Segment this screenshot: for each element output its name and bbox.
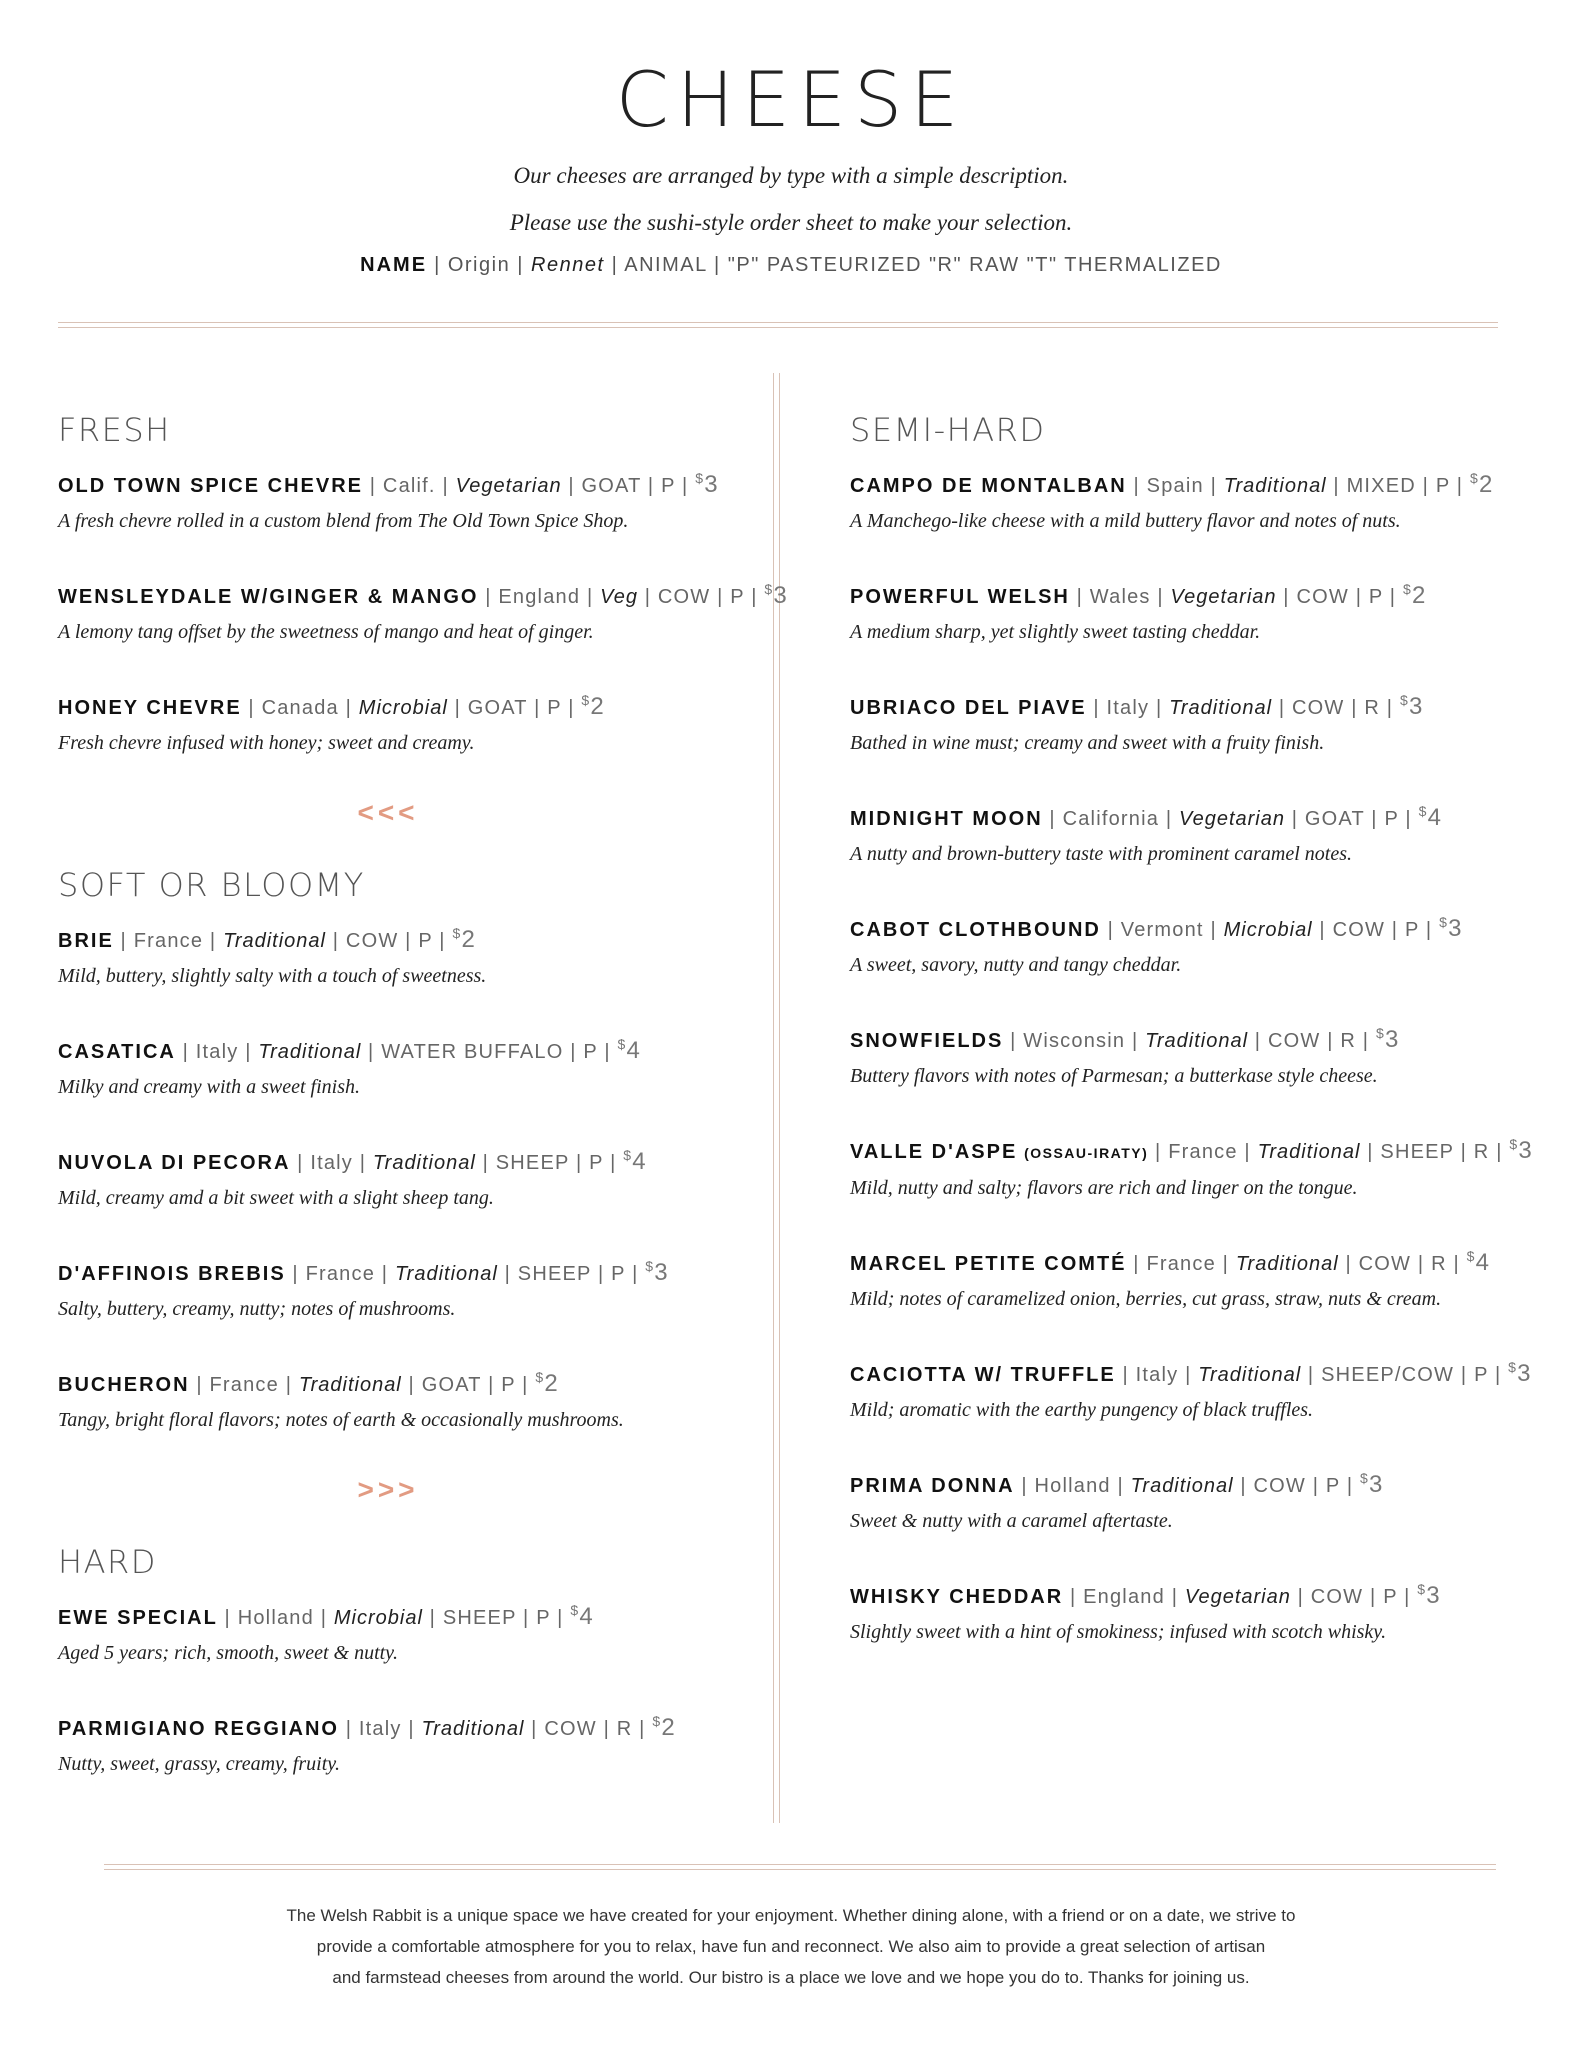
cheese-animal: GOAT: [467, 697, 528, 719]
cheese-milk-type: P: [1384, 808, 1399, 830]
cheese-price: [1509, 1137, 1533, 1164]
cheese-animal: SHEEP: [1380, 1141, 1454, 1163]
cheese-info-line: MARCEL PETITE COMTÉ | France | Traditional | COW | R | $4: [850, 1248, 1491, 1276]
cheese-name: VALLE D'ASPE: [850, 1141, 1018, 1163]
legend-rennet: Rennet: [531, 254, 605, 276]
cheese-origin: France: [209, 1374, 279, 1396]
cheese-animal: COW: [1332, 919, 1386, 941]
cheese-description: Aged 5 years; rich, smooth, sweet & nutty.: [58, 1642, 398, 1664]
cheese-item: [850, 1130, 1550, 1200]
cheese-animal: COW: [1358, 1253, 1412, 1275]
cheese-name: OLD TOWN SPICE CHEVRE: [58, 475, 363, 497]
cheese-milk-type: P: [583, 1041, 598, 1063]
cheese-price: [1467, 1249, 1491, 1276]
price-value: 4: [1475, 1249, 1491, 1276]
cheese-rennet: Vegetarian: [1170, 586, 1277, 608]
cheese-price: [623, 1148, 647, 1175]
cheese-price: [1470, 471, 1494, 498]
cheese-milk-type: P: [1383, 1586, 1398, 1608]
cheese-info-line: POWERFUL WELSH | Wales | Vegetarian | COW | P | $2: [850, 581, 1427, 609]
cheese-milk-type: P: [1404, 919, 1420, 941]
cheese-name: WHISKY CHEDDAR: [850, 1586, 1064, 1608]
cheese-description: A fresh chevre rolled in a custom blend from The Old Town Spice Shop.: [58, 510, 629, 532]
currency-symbol: $: [1466, 1248, 1476, 1264]
cheese-price: [1417, 1582, 1441, 1609]
cheese-rennet: Traditional: [394, 1263, 498, 1285]
cheese-rennet: Vegetarian: [1184, 1586, 1291, 1608]
cheese-description: Buttery flavors with notes of Parmesan; a butterkase style cheese.: [850, 1065, 1378, 1087]
cheese-info-line: CASATICA | Italy | Traditional | WATER BUFFALO | P | $4: [58, 1036, 642, 1064]
cheese-name-sub: (OSSAU-IRATY): [1024, 1145, 1149, 1161]
cheese-origin: Holland: [237, 1607, 314, 1629]
cheese-milk-type: P: [501, 1374, 516, 1396]
footer: [0, 1900, 1582, 1993]
cheese-info-line: BUCHERON | France | Traditional | GOAT | P | $2: [58, 1369, 559, 1397]
cheese-name: EWE SPECIAL: [58, 1607, 218, 1629]
cheese-rennet: Veg: [600, 586, 638, 608]
price-value: 2: [1411, 582, 1427, 609]
cheese-milk-type: R: [1431, 1253, 1447, 1275]
cheese-info-line: WHISKY CHEDDAR | England | Vegetarian | COW | P | $3: [850, 1581, 1441, 1609]
cheese-info-line: OLD TOWN SPICE CHEVRE | Calif. | Vegetarian | GOAT | P | $3: [58, 470, 719, 498]
cheese-description: Slightly sweet with a hint of smokiness; infused with scotch whisky.: [850, 1621, 1387, 1643]
cheese-animal: MIXED: [1346, 475, 1416, 497]
cheese-price: [570, 1603, 594, 1630]
footer-line-1: The Welsh Rabbit is a unique space we have created for your enjoyment. Whether dining alone, with a friend or on a date, we strive to: [286, 1906, 1296, 1925]
cheese-description: Mild, creamy amd a bit sweet with a slight sheep tang.: [58, 1187, 494, 1209]
intro-line-1: Our cheeses are arranged by type with a simple description.: [513, 163, 1069, 188]
cheese-description: Salty, buttery, creamy, nutty; notes of mushrooms.: [58, 1298, 456, 1320]
cheese-price: [1376, 1026, 1400, 1053]
cheese-info-line: VALLE D'ASPE (OSSAU-IRATY) | France | Traditional | SHEEP | R | $3: [850, 1136, 1533, 1164]
cheese-info-line: PRIMA DONNA | Holland | Traditional | COW | P | $3: [850, 1470, 1384, 1498]
right-arrows-divider: >>>: [357, 1474, 419, 1505]
currency-symbol: $: [764, 581, 774, 597]
cheese-item: [850, 797, 1550, 866]
price-value: 2: [1478, 471, 1494, 498]
cheese-animal: COW: [1267, 1030, 1321, 1052]
price-value: 3: [1408, 693, 1424, 720]
footer-line-3: and farmstead cheeses from around the world. Our bistro is a place we love and we hope you do to. Thanks for joining us.: [332, 1968, 1250, 1987]
cheese-origin: Italy: [310, 1152, 353, 1174]
cheese-price: [764, 582, 788, 609]
cheese-item: [58, 919, 758, 988]
price-value: 3: [1426, 1582, 1441, 1609]
section-title-hard: HARD: [58, 1543, 157, 1581]
cheese-item: [850, 1353, 1550, 1422]
cheese-rennet: Traditional: [258, 1041, 362, 1063]
cheese-animal: GOAT: [421, 1374, 482, 1396]
price-value: 3: [1517, 1360, 1532, 1387]
page-title: CHEESE: [615, 55, 967, 144]
cheese-origin: Wisconsin: [1023, 1030, 1126, 1052]
cheese-name: CABOT CLOTHBOUND: [850, 919, 1101, 941]
price-value: 4: [1427, 804, 1443, 831]
cheese-description: Tangy, bright floral flavors; notes of earth & occasionally mushrooms.: [58, 1409, 624, 1431]
cheese-origin: Spain: [1146, 475, 1204, 497]
cheese-rennet: Traditional: [1145, 1030, 1249, 1052]
cheese-milk-type: P: [536, 1607, 551, 1629]
cheese-animal: COW: [657, 586, 711, 608]
cheese-animal: WATER BUFFALO: [381, 1041, 564, 1063]
hard-list: [58, 1596, 758, 1776]
cheese-description: A Manchego-like cheese with a mild buttery flavor and notes of nuts.: [850, 510, 1401, 532]
cheese-item: [850, 464, 1550, 533]
cheese-animal: COW: [1310, 1586, 1364, 1608]
cheese-info-line: SNOWFIELDS | Wisconsin | Traditional | COW | R | $3: [850, 1025, 1400, 1053]
cheese-origin: Vermont: [1120, 919, 1204, 941]
currency-symbol: $: [1375, 1025, 1385, 1041]
cheese-price: [695, 471, 719, 498]
cheese-milk-type: R: [616, 1718, 633, 1740]
cheese-rennet: Traditional: [1198, 1364, 1302, 1386]
cheese-milk-type: P: [611, 1263, 626, 1285]
cheese-price: [618, 1037, 642, 1064]
price-value: 4: [626, 1037, 642, 1064]
cheese-name: D'AFFINOIS BREBIS: [58, 1263, 286, 1285]
fresh-list: [58, 464, 788, 755]
cheese-name: NUVOLA DI PECORA: [58, 1152, 291, 1174]
currency-symbol: $: [452, 925, 462, 941]
cheese-price: [1419, 804, 1443, 831]
cheese-info-line: CACIOTTA W/ TRUFFLE | Italy | Traditional | SHEEP/COW | P | $3: [850, 1359, 1532, 1387]
left-column: [58, 411, 788, 1818]
cheese-description: A nutty and brown-buttery taste with prominent caramel notes.: [850, 843, 1352, 865]
cheese-item: [58, 575, 788, 644]
cheese-name: BUCHERON: [58, 1374, 190, 1396]
cheese-milk-type: R: [1340, 1030, 1357, 1052]
cheese-price: [452, 926, 476, 953]
cheese-rennet: Traditional: [298, 1374, 402, 1396]
currency-symbol: $: [1509, 1136, 1519, 1152]
cheese-item: [850, 575, 1550, 644]
right-column: [850, 411, 1550, 1686]
cheese-description: Bathed in wine must; creamy and sweet with a fruity finish.: [850, 732, 1325, 754]
top-divider: [58, 322, 1498, 328]
cheese-animal: COW: [1296, 586, 1349, 608]
cheese-price: [652, 1714, 676, 1741]
cheese-description: Mild, buttery, slightly salty with a touch of sweetness.: [58, 965, 487, 987]
cheese-rennet: Traditional: [1223, 475, 1327, 497]
cheese-milk-type: R: [1473, 1141, 1490, 1163]
cheese-price: [1508, 1360, 1532, 1387]
cheese-item: [850, 1575, 1550, 1644]
price-value: 2: [461, 926, 476, 953]
cheese-origin: England: [1083, 1586, 1165, 1608]
currency-symbol: $: [581, 692, 591, 708]
cheese-origin: France: [1146, 1253, 1216, 1275]
cheese-origin: France: [1168, 1141, 1238, 1163]
footer-line-2: provide a comfortable atmosphere for you to relax, have fun and reconnect. We also aim to provide a great selection of artisan: [316, 1937, 1266, 1956]
currency-symbol: $: [570, 1602, 580, 1618]
cheese-origin: England: [498, 586, 581, 608]
cheese-info-line: WENSLEYDALE W/GINGER & MANGO | England | Veg | COW | P | $3: [58, 581, 788, 609]
cheese-origin: Italy: [1135, 1364, 1179, 1386]
cheese-rennet: Traditional: [223, 930, 326, 952]
cheese-rennet: Microbial: [358, 697, 448, 719]
cheese-item: [58, 1252, 758, 1321]
cheese-item: [58, 1596, 758, 1665]
cheese-rennet: Vegetarian: [1178, 808, 1285, 830]
cheese-animal: COW: [345, 930, 399, 952]
left-arrows-divider: <<<: [357, 797, 419, 828]
cheese-origin: Italy: [358, 1718, 402, 1740]
section-title-fresh: FRESH: [58, 411, 171, 449]
cheese-price: [1400, 693, 1424, 720]
price-value: 3: [773, 582, 788, 609]
bottom-divider: [104, 1864, 1496, 1870]
cheese-animal: SHEEP: [442, 1607, 517, 1629]
cheese-description: A lemony tang offset by the sweetness of mango and heat of ginger.: [58, 621, 594, 643]
cheese-price: [1439, 915, 1463, 942]
legend-rest: ANIMAL | "P" PASTEURIZED "R" RAW "T" THERMALIZED: [624, 254, 1222, 276]
cheese-animal: SHEEP/COW: [1321, 1364, 1455, 1386]
cheese-origin: Italy: [1106, 697, 1150, 719]
price-value: 3: [1518, 1137, 1533, 1164]
cheese-origin: Calif.: [382, 475, 436, 497]
cheese-origin: Wales: [1089, 586, 1151, 608]
legend-origin: Origin: [447, 254, 511, 276]
cheese-rennet: Microbial: [333, 1607, 423, 1629]
cheese-description: Nutty, sweet, grassy, creamy, fruity.: [58, 1753, 341, 1775]
cheese-item: [850, 686, 1550, 755]
currency-symbol: $: [645, 1258, 655, 1274]
cheese-name: PRIMA DONNA: [850, 1475, 1015, 1497]
cheese-milk-type: P: [1368, 586, 1384, 608]
cheese-description: Fresh chevre infused with honey; sweet and creamy.: [58, 732, 475, 754]
cheese-rennet: Traditional: [1235, 1253, 1339, 1275]
cheese-info-line: BRIE | France | Traditional | COW | P | $2: [58, 925, 476, 953]
cheese-milk-type: P: [547, 697, 562, 719]
cheese-milk-type: R: [1364, 697, 1381, 719]
currency-symbol: $: [652, 1713, 662, 1729]
currency-symbol: $: [1360, 1470, 1370, 1486]
cheese-animal: COW: [1253, 1475, 1306, 1497]
cheese-price: [1360, 1471, 1384, 1498]
cheese-animal: GOAT: [581, 475, 642, 497]
cheese-milk-type: P: [1325, 1475, 1341, 1497]
cheese-description: A medium sharp, yet slightly sweet tasting cheddar.: [850, 621, 1261, 643]
cheese-price: [1403, 582, 1427, 609]
cheese-name: CASATICA: [58, 1041, 176, 1063]
cheese-item: [58, 1707, 758, 1776]
price-value: 3: [1384, 1026, 1400, 1053]
cheese-name: BRIE: [58, 930, 114, 952]
currency-symbol: $: [1399, 692, 1409, 708]
cheese-name: CACIOTTA W/ TRUFFLE: [850, 1364, 1116, 1386]
cheese-info-line: EWE SPECIAL | Holland | Microbial | SHEEP | P | $4: [58, 1602, 594, 1630]
currency-symbol: $: [1402, 581, 1412, 597]
currency-symbol: $: [617, 1036, 627, 1052]
cheese-origin: France: [133, 930, 204, 952]
cheese-name: MARCEL PETITE COMTÉ: [850, 1253, 1127, 1275]
cheese-rennet: Traditional: [372, 1152, 476, 1174]
semi-hard-list: [850, 464, 1550, 1644]
cheese-animal: COW: [1291, 697, 1345, 719]
cheese-item: [850, 1242, 1550, 1311]
cheese-price: [581, 693, 605, 720]
cheese-name: WENSLEYDALE W/GINGER & MANGO: [58, 586, 479, 608]
cheese-info-line: MIDNIGHT MOON | California | Vegetarian | GOAT | P | $4: [850, 803, 1443, 831]
cheese-name: HONEY CHEVRE: [58, 697, 242, 719]
cheese-name: PARMIGIANO REGGIANO: [58, 1718, 339, 1740]
price-value: 2: [544, 1370, 559, 1397]
cheese-item: [58, 1030, 758, 1099]
cheese-description: Mild; notes of caramelized onion, berries, cut grass, straw, nuts & cream.: [850, 1288, 1442, 1310]
cheese-animal: SHEEP: [517, 1263, 592, 1285]
cheese-description: Mild; aromatic with the earthy pungency of black truffles.: [850, 1399, 1314, 1421]
cheese-rennet: Vegetarian: [455, 475, 562, 497]
cheese-milk-type: P: [589, 1152, 604, 1174]
price-value: 3: [1448, 915, 1463, 942]
cheese-name: CAMPO DE MONTALBAN: [850, 475, 1127, 497]
cheese-price: [645, 1259, 669, 1286]
cheese-milk-type: P: [418, 930, 433, 952]
section-title-semi-hard: SEMI-HARD: [850, 411, 1046, 449]
currency-symbol: $: [1417, 1581, 1427, 1597]
cheese-info-line: D'AFFINOIS BREBIS | France | Traditional | SHEEP | P | $3: [58, 1258, 669, 1286]
cheese-name: SNOWFIELDS: [850, 1030, 1004, 1052]
cheese-animal: SHEEP: [495, 1152, 570, 1174]
cheese-info-line: HONEY CHEVRE | Canada | Microbial | GOAT | P | $2: [58, 692, 605, 720]
cheese-info-line: PARMIGIANO REGGIANO | Italy | Traditional | COW | R | $2: [58, 1713, 676, 1741]
cheese-info-line: CABOT CLOTHBOUND | Vermont | Microbial | COW | P | $3: [850, 914, 1463, 942]
intro-line-2: Please use the sushi-style order sheet to make your selection.: [509, 210, 1073, 235]
cheese-info-line: CAMPO DE MONTALBAN | Spain | Traditional | MIXED | P | $2: [850, 470, 1494, 498]
cheese-origin: France: [305, 1263, 376, 1285]
currency-symbol: $: [535, 1369, 545, 1385]
cheese-milk-type: P: [661, 475, 676, 497]
cheese-item: [850, 1019, 1550, 1088]
price-value: 3: [654, 1259, 669, 1286]
currency-symbol: $: [1418, 803, 1428, 819]
price-value: 3: [1369, 1471, 1384, 1498]
cheese-origin: Canada: [261, 697, 339, 719]
section-title-soft: SOFT OR BLOOMY: [58, 866, 365, 904]
cheese-rennet: Traditional: [1257, 1141, 1361, 1163]
cheese-name: UBRIACO DEL PIAVE: [850, 697, 1087, 719]
cheese-name: POWERFUL WELSH: [850, 586, 1070, 608]
cheese-rennet: Traditional: [1169, 697, 1273, 719]
cheese-origin: Holland: [1034, 1475, 1111, 1497]
currency-symbol: $: [623, 1147, 633, 1163]
cheese-animal: COW: [544, 1718, 597, 1740]
cheese-rennet: Traditional: [1130, 1475, 1234, 1497]
cheese-info-line: UBRIACO DEL PIAVE | Italy | Traditional | COW | R | $3: [850, 692, 1424, 720]
price-value: 2: [590, 693, 605, 720]
legend: NAME | Origin | Rennet | ANIMAL | "P" PASTEURIZED "R" RAW "T" THERMALIZED: [360, 254, 1222, 276]
currency-symbol: $: [1508, 1359, 1518, 1375]
currency-symbol: $: [1439, 914, 1449, 930]
cheese-item: [58, 1363, 758, 1432]
legend-name: NAME: [360, 254, 428, 276]
cheese-animal: GOAT: [1304, 808, 1365, 830]
cheese-description: A sweet, savory, nutty and tangy cheddar.: [850, 954, 1182, 976]
cheese-milk-type: P: [1474, 1364, 1489, 1386]
cheese-info-line: NUVOLA DI PECORA | Italy | Traditional | SHEEP | P | $4: [58, 1147, 647, 1175]
price-value: 3: [704, 471, 719, 498]
currency-symbol: $: [695, 470, 705, 486]
cheese-origin: California: [1062, 808, 1160, 830]
price-value: 4: [579, 1603, 594, 1630]
cheese-rennet: Traditional: [421, 1718, 525, 1740]
cheese-origin: Italy: [195, 1041, 239, 1063]
cheese-name: MIDNIGHT MOON: [850, 808, 1043, 830]
price-value: 4: [632, 1148, 647, 1175]
cheese-item: [58, 1141, 758, 1210]
price-value: 2: [661, 1714, 676, 1741]
cheese-description: Mild, nutty and salty; flavors are rich and linger on the tongue.: [850, 1177, 1358, 1199]
cheese-milk-type: P: [1435, 475, 1451, 497]
soft-list: [58, 919, 758, 1432]
cheese-rennet: Microbial: [1223, 919, 1313, 941]
cheese-description: Milky and creamy with a sweet finish.: [58, 1076, 360, 1098]
cheese-item: [58, 464, 758, 533]
currency-symbol: $: [1469, 470, 1479, 486]
cheese-price: [535, 1370, 559, 1397]
cheese-description: Sweet & nutty with a caramel aftertaste.: [850, 1510, 1173, 1532]
cheese-item: [850, 908, 1550, 977]
cheese-milk-type: P: [730, 586, 745, 608]
cheese-item: [58, 686, 758, 755]
cheese-item: [850, 1464, 1550, 1533]
